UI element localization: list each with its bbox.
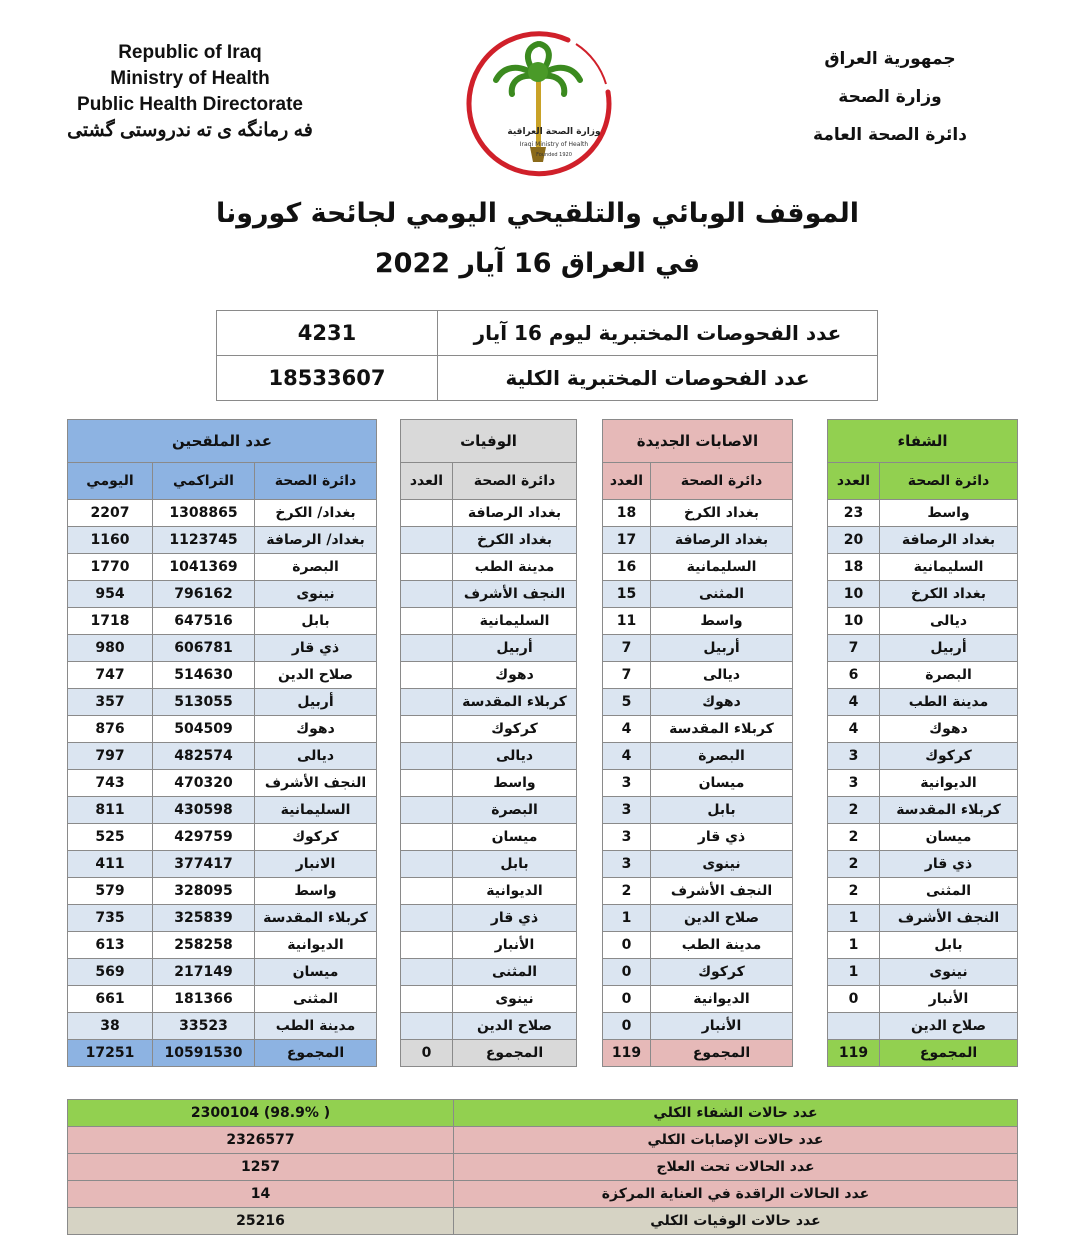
vaccinated-cumulative: 1308865 (153, 500, 255, 527)
vaccinated-department: مدينة الطب (255, 1013, 377, 1040)
deaths-count (401, 500, 453, 527)
vaccinated-department: الانبار (255, 851, 377, 878)
table-row (68, 770, 1018, 797)
deaths-department: بابل (453, 851, 577, 878)
vaccinated-department: كربلاء المقدسة (255, 905, 377, 932)
cases-count: 5 (603, 689, 651, 716)
vaccinated-daily: 569 (68, 959, 153, 986)
vaccinated-cumulative: 217149 (153, 959, 255, 986)
recovered-count: 23 (828, 500, 880, 527)
table-row (68, 635, 1018, 662)
vaccinated-daily: 811 (68, 797, 153, 824)
recovered-count: 2 (828, 824, 880, 851)
vaccinated-cumulative: 482574 (153, 743, 255, 770)
recovered-department: بغداد الرصافة (880, 527, 1018, 554)
cases-count: 0 (603, 932, 651, 959)
deaths-count (401, 959, 453, 986)
recovered-department: مدينة الطب (880, 689, 1018, 716)
header-en-line-3: Public Health Directorate (77, 94, 303, 115)
recovered-department: صلاح الدين (880, 1013, 1018, 1040)
total-vaccinated-daily: 17251 (68, 1040, 153, 1067)
cases-department: دهوك (651, 689, 793, 716)
deaths-department: بغداد الكرخ (453, 527, 577, 554)
table-row (68, 662, 1018, 689)
summary-row (68, 1100, 1018, 1127)
recovered-department: الديوانية (880, 770, 1018, 797)
recovered-department: النجف الأشرف (880, 905, 1018, 932)
recovered-count: 7 (828, 635, 880, 662)
deaths-count (401, 716, 453, 743)
cases-count: 3 (603, 851, 651, 878)
main-table (67, 419, 1018, 1067)
recovered-count: 4 (828, 689, 880, 716)
deaths-count (401, 770, 453, 797)
deaths-count (401, 527, 453, 554)
vaccinated-department: نينوى (255, 581, 377, 608)
table-row (68, 824, 1018, 851)
vaccinated-department: السليمانية (255, 797, 377, 824)
total-recovered-label: المجموع (880, 1040, 1018, 1067)
recovered-count: 0 (828, 986, 880, 1013)
vaccinated-department: كركوك (255, 824, 377, 851)
vaccinated-cumulative: 33523 (153, 1013, 255, 1040)
header-ar-line-3: دائرة الصحة العامة (813, 125, 967, 145)
logo-text-ar: وزارة الصحة العراقية (507, 127, 601, 137)
deaths-count (401, 689, 453, 716)
deaths-count (401, 743, 453, 770)
summary-row (68, 1154, 1018, 1181)
vaccinated-department: بغداد/ الكرخ (255, 500, 377, 527)
cases-count: 15 (603, 581, 651, 608)
vaccinated-cumulative: 1041369 (153, 554, 255, 581)
vaccinated-department: ذي قار (255, 635, 377, 662)
deaths-count (401, 608, 453, 635)
vaccinated-department: بغداد/ الرصافة (255, 527, 377, 554)
recovered-department: بابل (880, 932, 1018, 959)
vaccinated-daily: 876 (68, 716, 153, 743)
table-row (68, 689, 1018, 716)
cases-count: 1 (603, 905, 651, 932)
recovered-department: كربلاء المقدسة (880, 797, 1018, 824)
cases-department: بغداد الرصافة (651, 527, 793, 554)
vaccinated-cumulative: 470320 (153, 770, 255, 797)
table-row (68, 608, 1018, 635)
vaccinated-cumulative: 377417 (153, 851, 255, 878)
deaths-department: المثنى (453, 959, 577, 986)
vaccinated-department: دهوك (255, 716, 377, 743)
deaths-count (401, 581, 453, 608)
logo-text-founded: Founded 1920 (536, 152, 572, 158)
daily-tests-row (217, 311, 878, 356)
tests-table (216, 310, 878, 401)
recovered-department: ذي قار (880, 851, 1018, 878)
table-row (68, 500, 1018, 527)
deaths-department: كربلاء المقدسة (453, 689, 577, 716)
cases-department: صلاح الدين (651, 905, 793, 932)
deaths-count (401, 824, 453, 851)
summary-value: 14 (68, 1181, 454, 1208)
vaccinated-daily: 1718 (68, 608, 153, 635)
deaths-count (401, 905, 453, 932)
summary-row (68, 1127, 1018, 1154)
summary-row (68, 1181, 1018, 1208)
total-new-cases: 119 (603, 1040, 651, 1067)
recovered-department: بغداد الكرخ (880, 581, 1018, 608)
table-row (68, 743, 1018, 770)
deaths-department: ديالى (453, 743, 577, 770)
total-vaccinated-cumulative: 10591530 (153, 1040, 255, 1067)
group-recovered: الشفاء (828, 420, 1018, 463)
cases-department: ديالى (651, 662, 793, 689)
deaths-count (401, 797, 453, 824)
col-vacc-department: دائرة الصحة (255, 463, 377, 500)
group-deaths: الوفيات (401, 420, 577, 463)
recovered-count: 20 (828, 527, 880, 554)
deaths-count (401, 635, 453, 662)
cases-department: مدينة الطب (651, 932, 793, 959)
ministry-logo (458, 22, 618, 182)
vaccinated-cumulative: 1123745 (153, 527, 255, 554)
cases-department: أربيل (651, 635, 793, 662)
recovered-count: 2 (828, 797, 880, 824)
cases-department: ذي قار (651, 824, 793, 851)
daily-tests-value: 4231 (217, 311, 438, 356)
vaccinated-daily: 1770 (68, 554, 153, 581)
recovered-count: 1 (828, 905, 880, 932)
vaccinated-cumulative: 429759 (153, 824, 255, 851)
cases-department: بغداد الكرخ (651, 500, 793, 527)
table-row (68, 932, 1018, 959)
vaccinated-daily: 38 (68, 1013, 153, 1040)
deaths-department: واسط (453, 770, 577, 797)
header-english (60, 40, 320, 144)
col-daily: اليومي (68, 463, 153, 500)
cases-count: 3 (603, 824, 651, 851)
header-ar-line-1: جمهورية العراق (824, 49, 956, 69)
total-new-cases-label: المجموع (651, 1040, 793, 1067)
col-deaths-department: دائرة الصحة (453, 463, 577, 500)
recovered-count: 3 (828, 770, 880, 797)
summary-label: عدد حالات الإصابات الكلي (454, 1127, 1018, 1154)
vaccinated-department: أربيل (255, 689, 377, 716)
cases-department: الديوانية (651, 986, 793, 1013)
vaccinated-cumulative: 513055 (153, 689, 255, 716)
deaths-count (401, 851, 453, 878)
vaccinated-daily: 743 (68, 770, 153, 797)
cases-count: 18 (603, 500, 651, 527)
total-vaccinated-label: المجموع (255, 1040, 377, 1067)
cases-count: 16 (603, 554, 651, 581)
summary-label: عدد حالات الشفاء الكلي (454, 1100, 1018, 1127)
vaccinated-cumulative: 325839 (153, 905, 255, 932)
summary-row (68, 1208, 1018, 1235)
vaccinated-department: واسط (255, 878, 377, 905)
vaccinated-daily: 954 (68, 581, 153, 608)
recovered-count (828, 1013, 880, 1040)
deaths-department: مدينة الطب (453, 554, 577, 581)
deaths-department: الديوانية (453, 878, 577, 905)
recovered-department: ميسان (880, 824, 1018, 851)
vaccinated-daily: 980 (68, 635, 153, 662)
recovered-department: كركوك (880, 743, 1018, 770)
logo-text-en: Iraqi Ministry of Health (519, 141, 589, 148)
vaccinated-daily: 1160 (68, 527, 153, 554)
vaccinated-daily: 411 (68, 851, 153, 878)
recovered-count: 10 (828, 608, 880, 635)
table-row (68, 1013, 1018, 1040)
summary-table (67, 1099, 1018, 1235)
sub-header-row (68, 463, 1018, 500)
group-new-cases: الاصابات الجديدة (603, 420, 793, 463)
recovered-department: دهوك (880, 716, 1018, 743)
vaccinated-cumulative: 328095 (153, 878, 255, 905)
deaths-department: صلاح الدين (453, 1013, 577, 1040)
vaccinated-daily: 747 (68, 662, 153, 689)
vaccinated-cumulative: 606781 (153, 635, 255, 662)
total-deaths: 0 (401, 1040, 453, 1067)
deaths-count (401, 878, 453, 905)
vaccinated-daily: 525 (68, 824, 153, 851)
recovered-count: 6 (828, 662, 880, 689)
deaths-count (401, 554, 453, 581)
header-en-line-1: Republic of Iraq (118, 42, 262, 63)
cases-count: 0 (603, 986, 651, 1013)
col-deaths-count: العدد (401, 463, 453, 500)
deaths-department: أربيل (453, 635, 577, 662)
cases-count: 0 (603, 959, 651, 986)
cases-count: 2 (603, 878, 651, 905)
report-title: الموقف الوبائي والتلقيحي اليومي لجائحة كورونا (215, 198, 860, 229)
vaccinated-daily: 735 (68, 905, 153, 932)
deaths-department: ميسان (453, 824, 577, 851)
table-row (68, 851, 1018, 878)
recovered-count: 3 (828, 743, 880, 770)
total-tests-label: عدد الفحوصات المختبرية الكلية (438, 356, 878, 401)
table-row (68, 959, 1018, 986)
vaccinated-cumulative: 258258 (153, 932, 255, 959)
table-row (68, 527, 1018, 554)
vaccinated-department: المثنى (255, 986, 377, 1013)
cases-department: كركوك (651, 959, 793, 986)
recovered-department: واسط (880, 500, 1018, 527)
cases-department: نينوى (651, 851, 793, 878)
vaccinated-department: بابل (255, 608, 377, 635)
summary-value: 2326577 (68, 1127, 454, 1154)
header-en-line-2: Ministry of Health (110, 68, 270, 89)
vaccinated-department: النجف الأشرف (255, 770, 377, 797)
header-ar-line-2: وزارة الصحة (838, 87, 942, 107)
header-en-line-4: فه رمانگه ی ته ندروستی گشتی (67, 120, 313, 141)
recovered-count: 1 (828, 959, 880, 986)
cases-count: 17 (603, 527, 651, 554)
cases-department: واسط (651, 608, 793, 635)
cases-department: المثنى (651, 581, 793, 608)
cases-count: 3 (603, 770, 651, 797)
cases-count: 4 (603, 716, 651, 743)
cases-department: الأنبار (651, 1013, 793, 1040)
cases-count: 7 (603, 662, 651, 689)
cases-count: 11 (603, 608, 651, 635)
deaths-department: كركوك (453, 716, 577, 743)
cases-department: بابل (651, 797, 793, 824)
deaths-count (401, 932, 453, 959)
cases-count: 7 (603, 635, 651, 662)
recovered-department: المثنى (880, 878, 1018, 905)
table-row (68, 905, 1018, 932)
table-row (68, 581, 1018, 608)
cases-department: السليمانية (651, 554, 793, 581)
col-recovered-department: دائرة الصحة (880, 463, 1018, 500)
cases-department: النجف الأشرف (651, 878, 793, 905)
summary-label: عدد الحالات الراقدة في العناية المركزة (454, 1181, 1018, 1208)
summary-label: عدد الحالات تحت العلاج (454, 1154, 1018, 1181)
vaccinated-daily: 661 (68, 986, 153, 1013)
deaths-department: البصرة (453, 797, 577, 824)
vaccinated-daily: 579 (68, 878, 153, 905)
recovered-department: البصرة (880, 662, 1018, 689)
totals-row (68, 1040, 1018, 1067)
total-tests-row (217, 356, 878, 401)
total-deaths-label: المجموع (453, 1040, 577, 1067)
cases-department: البصرة (651, 743, 793, 770)
col-cases-count: العدد (603, 463, 651, 500)
deaths-count (401, 986, 453, 1013)
table-row (68, 554, 1018, 581)
deaths-department: نينوى (453, 986, 577, 1013)
recovered-count: 4 (828, 716, 880, 743)
total-tests-value: 18533607 (217, 356, 438, 401)
vaccinated-daily: 797 (68, 743, 153, 770)
recovered-department: نينوى (880, 959, 1018, 986)
vaccinated-department: الديوانية (255, 932, 377, 959)
recovered-department: أربيل (880, 635, 1018, 662)
table-row (68, 797, 1018, 824)
vaccinated-cumulative: 430598 (153, 797, 255, 824)
deaths-department: ذي قار (453, 905, 577, 932)
cases-department: ميسان (651, 770, 793, 797)
table-row (68, 986, 1018, 1013)
report-subtitle: في العراق 16 آيار 2022 (374, 248, 701, 279)
table-row (68, 716, 1018, 743)
deaths-count (401, 662, 453, 689)
deaths-department: السليمانية (453, 608, 577, 635)
header-arabic (780, 40, 1000, 154)
vaccinated-department: ديالى (255, 743, 377, 770)
total-recovered: 119 (828, 1040, 880, 1067)
summary-value: 25216 (68, 1208, 454, 1235)
recovered-count: 2 (828, 878, 880, 905)
recovered-count: 1 (828, 932, 880, 959)
recovered-count: 10 (828, 581, 880, 608)
cases-count: 0 (603, 1013, 651, 1040)
summary-value: 2300104 (98.9% ) (68, 1100, 454, 1127)
col-recovered-count: العدد (828, 463, 880, 500)
vaccinated-cumulative: 181366 (153, 986, 255, 1013)
cases-count: 4 (603, 743, 651, 770)
vaccinated-cumulative: 504509 (153, 716, 255, 743)
group-vaccinated: عدد الملقحين (68, 420, 377, 463)
vaccinated-daily: 357 (68, 689, 153, 716)
table-row (68, 878, 1018, 905)
recovered-department: الأنبار (880, 986, 1018, 1013)
cases-department: كربلاء المقدسة (651, 716, 793, 743)
summary-value: 1257 (68, 1154, 454, 1181)
daily-tests-label: عدد الفحوصات المختبرية ليوم 16 آيار (438, 311, 878, 356)
recovered-count: 18 (828, 554, 880, 581)
recovered-department: السليمانية (880, 554, 1018, 581)
vaccinated-cumulative: 796162 (153, 581, 255, 608)
recovered-department: ديالى (880, 608, 1018, 635)
vaccinated-department: ميسان (255, 959, 377, 986)
vaccinated-department: البصرة (255, 554, 377, 581)
deaths-department: الأنبار (453, 932, 577, 959)
col-cases-department: دائرة الصحة (651, 463, 793, 500)
vaccinated-daily: 2207 (68, 500, 153, 527)
recovered-count: 2 (828, 851, 880, 878)
deaths-department: بغداد الرصافة (453, 500, 577, 527)
deaths-count (401, 1013, 453, 1040)
vaccinated-cumulative: 514630 (153, 662, 255, 689)
vaccinated-daily: 613 (68, 932, 153, 959)
col-cumulative: التراكمي (153, 463, 255, 500)
summary-label: عدد حالات الوفيات الكلي (454, 1208, 1018, 1235)
deaths-department: النجف الأشرف (453, 581, 577, 608)
vaccinated-cumulative: 647516 (153, 608, 255, 635)
cases-count: 3 (603, 797, 651, 824)
vaccinated-department: صلاح الدين (255, 662, 377, 689)
group-header-row (68, 420, 1018, 463)
deaths-department: دهوك (453, 662, 577, 689)
